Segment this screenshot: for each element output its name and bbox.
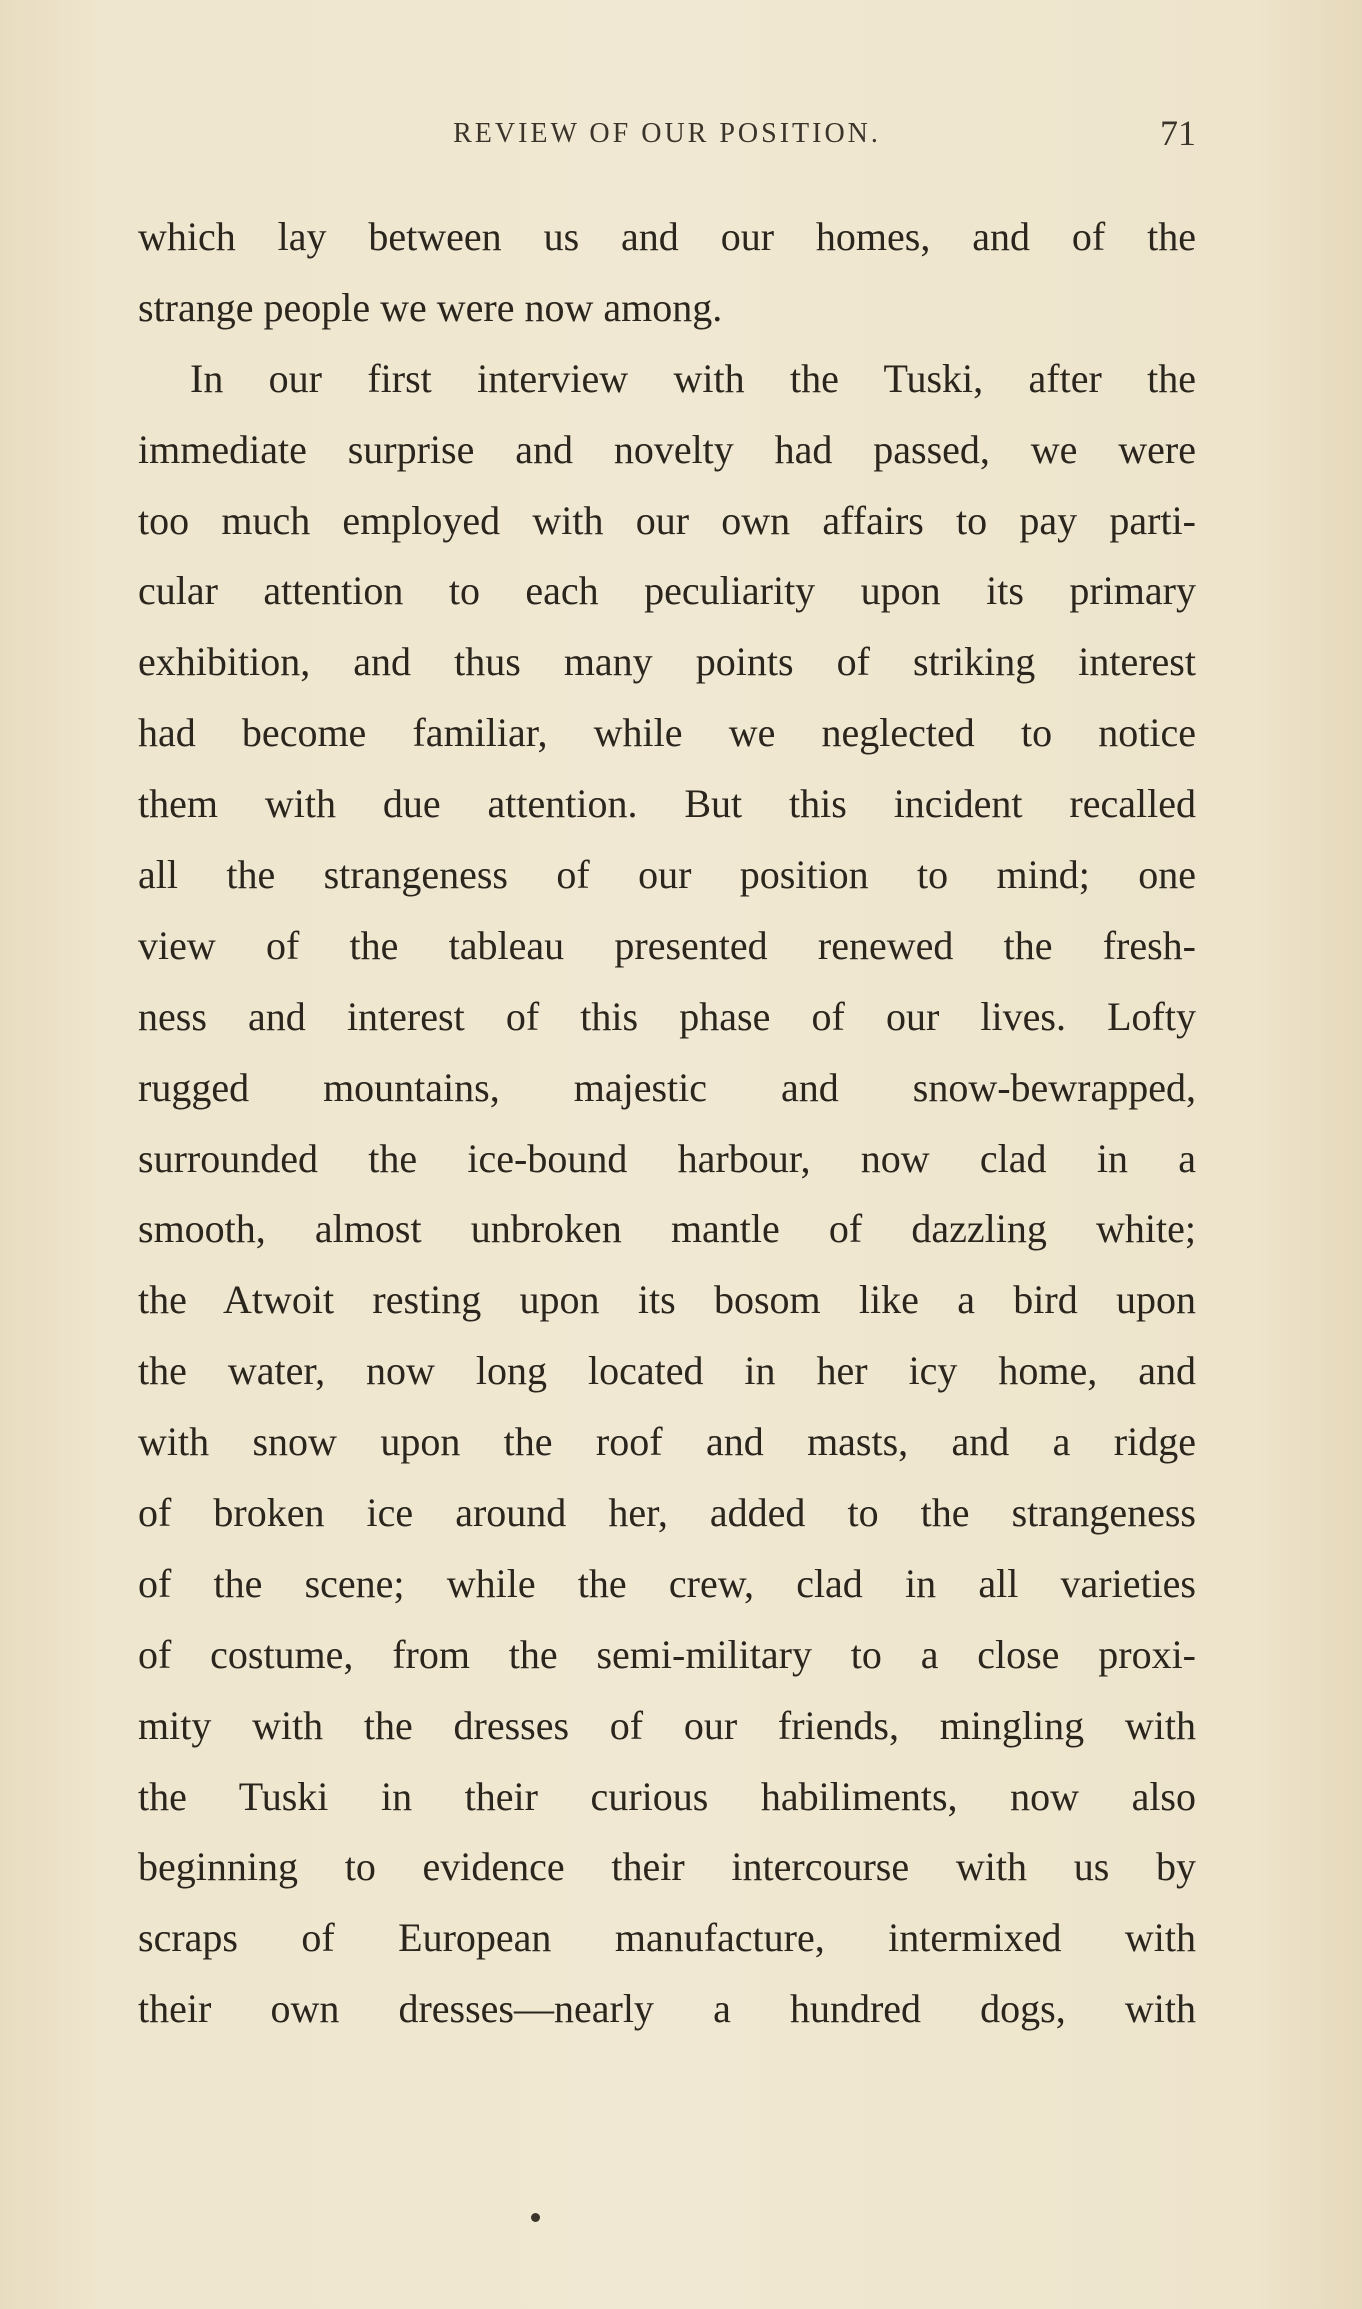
text-line: strange people we were now among. bbox=[138, 284, 723, 330]
text-line: mity with the dresses of our friends, mingling with bbox=[138, 1702, 1196, 1748]
text-line: of broken ice around her, added to the strangeness bbox=[138, 1490, 1196, 1536]
text-line: with snow upon the roof and masts, and a ridge bbox=[138, 1419, 1196, 1465]
text-line: too much employed with our own affairs to pay parti- bbox=[138, 497, 1196, 543]
text-line: scraps of European manufacture, intermixed with bbox=[138, 1915, 1196, 1961]
text-line: beginning to evidence their intercourse with us by bbox=[138, 1844, 1196, 1890]
text-line: view of the tableau presented renewed the fresh- bbox=[138, 922, 1196, 968]
text-line: of costume, from the semi-military to a close proxi- bbox=[138, 1631, 1196, 1677]
text-line: all the strangeness of our position to mind; one bbox=[138, 852, 1196, 898]
text-line: cular attention to each peculiarity upon its primary bbox=[138, 568, 1196, 614]
ink-spot-mark bbox=[531, 2213, 540, 2222]
text-line: immediate surprise and novelty had passed, we were bbox=[138, 426, 1196, 472]
body-text bbox=[138, 202, 1196, 2045]
page-header bbox=[138, 112, 1196, 162]
text-line: exhibition, and thus many points of striking interest bbox=[138, 639, 1196, 685]
page-number: 71 bbox=[1160, 113, 1196, 153]
text-line: the water, now long located in her icy home, and bbox=[138, 1348, 1196, 1394]
text-line: In our first interview with the Tuski, after the bbox=[190, 355, 1196, 401]
text-line: their own dresses—nearly a hundred dogs, with bbox=[138, 1986, 1196, 2032]
running-head: REVIEW OF OUR POSITION. bbox=[453, 118, 881, 149]
text-line: the Atwoit resting upon its bosom like a bird upon bbox=[138, 1277, 1196, 1323]
text-line: smooth, almost unbroken mantle of dazzling white; bbox=[138, 1206, 1196, 1252]
text-line: which lay between us and our homes, and of the bbox=[138, 214, 1196, 259]
text-line: of the scene; while the crew, clad in all varieties bbox=[138, 1560, 1196, 1606]
text-line: them with due attention. But this incident recalled bbox=[138, 781, 1196, 827]
text-line: ness and interest of this phase of our lives. Lofty bbox=[138, 993, 1196, 1039]
text-line: rugged mountains, majestic and snow-bewrapped, bbox=[138, 1064, 1196, 1110]
text-line: had become familiar, while we neglected to notice bbox=[138, 710, 1196, 756]
text-line: surrounded the ice-bound harbour, now clad in a bbox=[138, 1135, 1196, 1181]
text-line: the Tuski in their curious habiliments, now also bbox=[138, 1773, 1196, 1819]
